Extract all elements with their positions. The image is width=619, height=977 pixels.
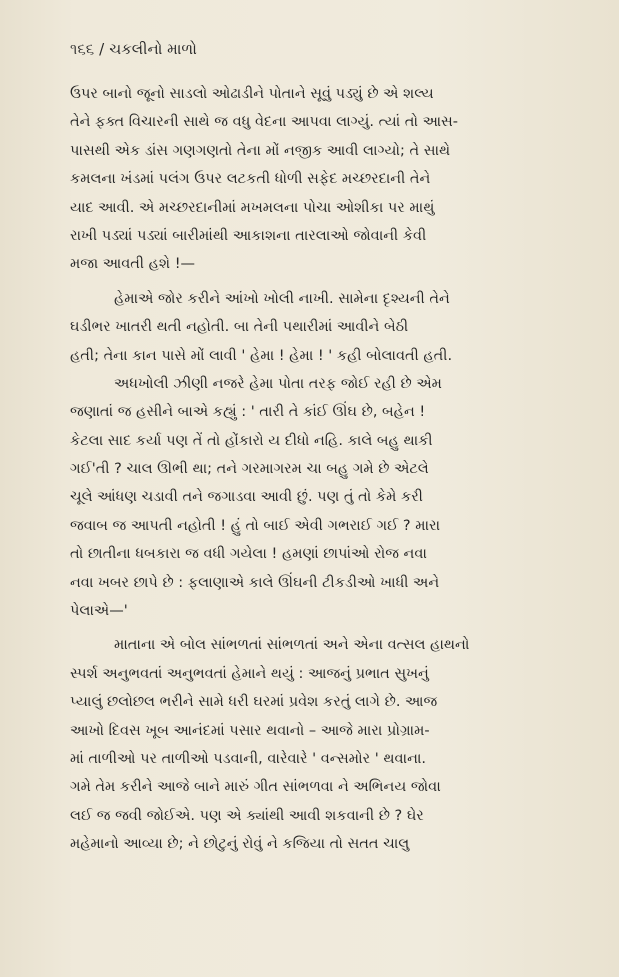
page-body bbox=[70, 80, 590, 960]
text-line: તો છાતીના ધબકારા જ વધી ગયેલા ! હમણાં છાપાંઓ રોજ નવા bbox=[70, 546, 427, 563]
text-line: આખો દિવસ ખૂબ આનંદમાં પસાર થવાનો – આજે મારા પ્રોગ્રામ- bbox=[70, 722, 430, 739]
text-line: હેમાએ જોર કરીને આંખો ખોલી નાખી. સામેના દૃશ્યની તેને bbox=[114, 290, 450, 307]
text-line: ઘડીભર ખાતરી થતી નહોતી. બા તેની પથારીમાં આવીને બેઠી bbox=[70, 319, 409, 336]
text-line: જવાબ જ આપતી નહોતી ! હું તો બાઈ એવી ગભરાઈ ગઈ ? મારા bbox=[70, 517, 441, 534]
running-head bbox=[70, 40, 197, 58]
text-line: ઉપર બાનો જૂનો સાડલો ઓઢાડીને પોતાને સૂવું પડ્યું છે એ શલ્ય bbox=[70, 86, 434, 102]
text-line: કમલના ખંડમાં પલંગ ઉપર લટકતી ધોળી સફેદ મચ્છરદાની તેને bbox=[70, 171, 431, 188]
text-line: ગઈ'તી ? ચાલ ઊભી થા; તને ગરમાગરમ ચા બહુ ગમે છે એટલે bbox=[70, 461, 429, 478]
header-separator: / bbox=[99, 40, 105, 58]
text-line: પાસથી એક ડાંસ ગણગણતો તેના મોં નજીક આવી લાગ્યો; તે સાથે bbox=[70, 142, 451, 159]
text-line: અધખોલી ઝીણી નજરે હેમા પોતા તરફ જોઈ રહી છે એમ bbox=[114, 375, 442, 392]
text-line: રાખી પડ્યાં પડ્યાં બારીમાંથી આકાશના તારલાઓ જોવાની કેવી bbox=[70, 227, 427, 244]
page-number: ૧૬૬ bbox=[70, 40, 95, 58]
text-line: મહેમાનો આવ્યા છે; ને છોટુનું રોવું ને કજિયા તો સતત ચાલુ bbox=[70, 836, 410, 853]
text-line: નવા ખબર છાપે છે : ફલાણાએ કાલે ઊંઘની ટીકડીઓ ખાધી અને bbox=[70, 574, 440, 591]
book-title: ચકલીનો માળો bbox=[109, 40, 197, 58]
text-line: જણાતાં જ હસીને બાએ કહ્યું : ' તારી તે કાંઈ ઊંઘ છે, બહેન ! bbox=[70, 404, 426, 421]
text-line: તેને ફક્ત વિચારની સાથે જ વધુ વેદના આપવા લાગ્યું. ત્યાં તો આસ- bbox=[70, 114, 459, 131]
text-line: મજા આવતી હશે !— bbox=[70, 256, 196, 273]
text-line: યાદ આવી. એ મચ્છરદાનીમાં મખમલના પોચા ઓશીકા પર માથું bbox=[70, 199, 435, 216]
text-line: માતાના એ બોલ સાંભળતાં સાંભળતાં અને એના વત્સલ હાથનો bbox=[114, 637, 470, 654]
text-line: લઈ જ જવી જોઈએ. પણ એ ક્યાંથી આવી શકવાની છે ? ઘેર bbox=[70, 807, 424, 824]
text-line: કેટલા સાદ કર્યા પણ તેં તો હોંકારો ય દીધો નહિ. કાલે બહુ થાકી bbox=[70, 432, 433, 449]
text-line: સ્પર્શ અનુભવતાં અનુભવતાં હેમાને થયું : આજનું પ્રભાત સુખનું bbox=[70, 665, 429, 682]
text-line: ગમે તેમ કરીને આજે બાને મારું ગીત સાંભળવા ને અભિનય જોવા bbox=[70, 779, 441, 796]
text-line: ચૂલે આંધણ ચડાવી તને જગાડવા આવી છું. પણ તું તો કેમે કરી bbox=[70, 489, 423, 506]
text-line: પ્યાલું છલોછલ ભરીને સામે ધરી ઘરમાં પ્રવેશ કરતું લાગે છે. આજ bbox=[70, 694, 438, 711]
text-line: પેલાએ—' bbox=[70, 603, 128, 620]
text-line: હતી; તેના કાન પાસે મોં લાવી ' હેમા ! હેમા ! ' કહી બોલાવતી હતી. bbox=[70, 347, 453, 364]
text-line: માં તાળીઓ પર તાળીઓ પડવાની, વારેવારે ' વન્સમોર ' થવાના. bbox=[70, 750, 427, 767]
